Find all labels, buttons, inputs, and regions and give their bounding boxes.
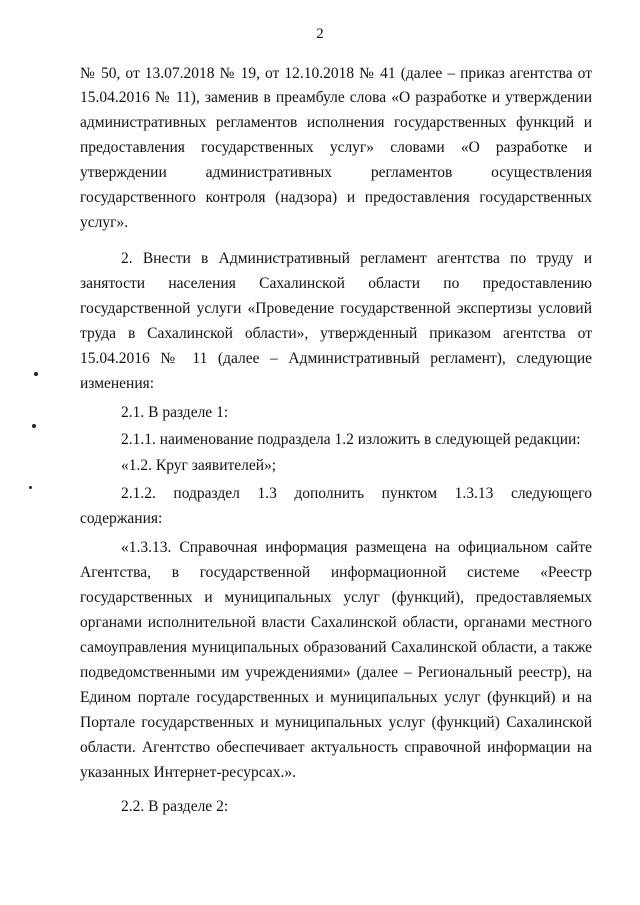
text-line: услуг». — [80, 214, 129, 231]
scan-mark — [34, 372, 38, 376]
text-line: занятости населения Сахалинской области по предоставлению — [80, 275, 592, 292]
text-line: изменения: — [80, 375, 155, 392]
text-line: 15.04.2016 № 11 (далее – Административный регламент), следующие — [80, 350, 592, 367]
text-line: 2. Внести в Административный регламент агентства по труду и — [121, 250, 592, 267]
text-line: органами исполнительной власти Сахалинской области, органами местного — [80, 614, 592, 631]
text-line: 2.1.1. наименование подраздела 1.2 изложить в следующей редакции: — [121, 431, 581, 448]
text-line: государственной услуги «Проведение государственной экспертизы условий — [80, 300, 592, 317]
text-line: самоуправления муниципальных образований Сахалинской области, а также — [80, 639, 592, 656]
text-line: 2.1.2. подраздел 1.3 дополнить пунктом 1.3.13 следующего — [121, 485, 592, 502]
text-line: подведомственными им учреждениями» (далее – Региональный реестр), на — [80, 664, 592, 681]
text-line: предоставления государственных услуг» словами «О разработке и — [80, 139, 592, 156]
scan-mark — [29, 486, 32, 489]
text-line: государственного контроля (надзора) и предоставления государственных — [80, 189, 592, 206]
text-line: административных регламентов исполнения государственных функций и — [80, 114, 592, 131]
text-line: Едином портале государственных и муниципальных услуг (функций) и на — [80, 689, 592, 706]
text-line: указанных Интернет-ресурсах.». — [80, 764, 296, 781]
page-number: 2 — [316, 26, 324, 42]
scan-mark — [32, 424, 36, 428]
text-line: «1.3.13. Справочная информация размещена на официальном сайте — [121, 539, 592, 556]
text-line: утверждении административных регламентов осуществления — [80, 164, 592, 181]
text-line: 2.2. В разделе 2: — [121, 798, 229, 815]
text-line: «1.2. Круг заявителей»; — [121, 457, 277, 474]
text-line: содержания: — [80, 510, 163, 527]
text-line: № 50, от 13.07.2018 № 19, от 12.10.2018 № 41 (далее – приказ агентства от — [80, 65, 592, 82]
text-line: государственных и муниципальных услуг (функций), предоставляемых — [80, 589, 592, 606]
text-line: области. Агентство обеспечивает актуальность справочной информации на — [80, 739, 592, 756]
text-line: Портале государственных и муниципальных услуг (функций) Сахалинской — [80, 714, 592, 731]
text-line: труда в Сахалинской области», утвержденный приказом агентства от — [80, 325, 592, 342]
text-line: 2.1. В разделе 1: — [121, 404, 229, 421]
text-line: 15.04.2016 № 11), заменив в преамбуле слова «О разработке и утверждении — [80, 89, 592, 106]
text-line: Агентства, в государственной информационной системе «Реестр — [80, 564, 592, 581]
